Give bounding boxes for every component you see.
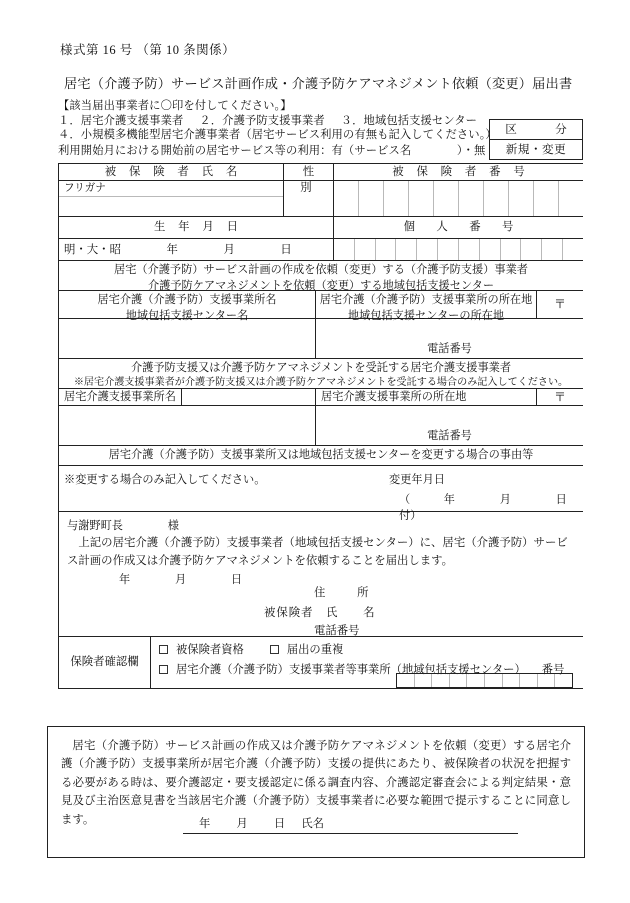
- change-heading: 居宅介護（介護予防）支援事業所又は地域包括支援センターを変更する場合の事由等: [108, 449, 534, 461]
- provider1-address-label-line2: 地域包括支援センターの所在地: [347, 310, 505, 323]
- provider2-heading-line1: 介護予防支援又は介護予防ケアマネジメントを受託する居宅介護支援事業者: [130, 362, 512, 374]
- verification-row: [59, 637, 583, 689]
- number-cell[interactable]: [384, 181, 409, 216]
- insured-number-label: 被 保 険 者 番 号: [392, 166, 530, 178]
- kubun-box: [489, 119, 583, 160]
- provider2-heading-line2: ※居宅介護支援事業者が介護予防支援又は介護予防ケアマネジメントを受託する場合のみ記入してください。: [73, 377, 569, 389]
- gender-label: 性 別: [284, 164, 334, 180]
- form-number: 様式第 16 号 （第 10 条関係）: [60, 43, 236, 57]
- provider2-phone-label: 電話番号: [427, 430, 472, 442]
- number-cell[interactable]: [542, 239, 563, 260]
- number-cell[interactable]: [459, 239, 480, 260]
- kubun-label: 区 分: [490, 120, 582, 140]
- kubun-value[interactable]: 新規・変更: [505, 143, 567, 156]
- verification-number-field[interactable]: [396, 673, 573, 688]
- number-cell[interactable]: [538, 674, 556, 687]
- number-cell[interactable]: [555, 674, 572, 687]
- change-date-input[interactable]: （ 年 月 日付）: [399, 494, 567, 522]
- instruction-note: 【該当届出事業者に〇印を付してください。】: [58, 100, 292, 112]
- birthdate-input[interactable]: 明・大・昭 年 月 日: [59, 239, 334, 260]
- mynumber-label: 個 人 番 号: [403, 221, 519, 233]
- provider-option-1[interactable]: １．居宅介護支援事業者: [58, 115, 184, 127]
- birthdate-header-row: [59, 217, 583, 239]
- number-cell[interactable]: [376, 239, 397, 260]
- provider1-heading-row: [59, 261, 583, 291]
- provider1-name-label-line2: 地域包括支援センター名: [125, 310, 249, 323]
- number-cell[interactable]: [397, 674, 415, 687]
- verification-check3-label: 居宅介護（介護予防）支援事業者等事業所（地域包括支援センター）: [176, 664, 526, 676]
- number-cell[interactable]: [396, 239, 417, 260]
- provider1-heading-line1: 居宅（介護予防）サービス計画の作成を依頼（変更）する（介護予防支援）事業者: [114, 264, 528, 276]
- checkbox-duplicate-filing[interactable]: [270, 645, 279, 654]
- number-cell[interactable]: [509, 181, 534, 216]
- main-form-table: [58, 163, 583, 689]
- provider2-address-input[interactable]: [316, 406, 583, 445]
- provider2-heading-row: [59, 359, 583, 389]
- number-cell[interactable]: [521, 239, 542, 260]
- number-cell[interactable]: [534, 181, 559, 216]
- provider1-address-label-line1: 居宅介護（介護予防）支援事業所の所在地: [319, 294, 533, 306]
- declaration-address-label: 住 所: [314, 587, 372, 599]
- gender-field[interactable]: [284, 181, 334, 216]
- provider2-entry-row: [59, 406, 583, 446]
- provider1-entry-row: [59, 319, 583, 359]
- consent-signature-line[interactable]: [183, 815, 518, 834]
- provider-option-2[interactable]: ２．介護予防支援事業者: [199, 115, 325, 127]
- number-cell[interactable]: [501, 239, 522, 260]
- provider1-postal-symbol: 〒: [553, 297, 566, 311]
- number-cell[interactable]: [485, 674, 503, 687]
- declaration-addressee: 与謝野町長 様: [67, 520, 179, 532]
- declaration-insured-name-label: 被保険者 氏 名: [264, 607, 376, 619]
- insured-name-label: 被 保 険 者 氏 名: [59, 164, 284, 180]
- number-cell[interactable]: [415, 674, 433, 687]
- number-cell[interactable]: [503, 674, 521, 687]
- provider1-name-input[interactable]: [59, 319, 316, 358]
- consent-name-label: 氏名: [301, 818, 325, 830]
- insured-name-input[interactable]: [59, 197, 283, 216]
- number-cell[interactable]: [417, 239, 438, 260]
- number-cell[interactable]: [563, 239, 583, 260]
- mynumber-field[interactable]: [334, 239, 583, 260]
- consent-box: [47, 726, 585, 858]
- insured-number-field[interactable]: [334, 181, 583, 216]
- consent-body: 居宅（介護予防）サービス計画の作成又は介護予防ケアマネジメントを依頼（変更）する居宅介護（介護予防）支援事業所が居宅介護（介護予防）支援の提供にあたり、被保険者の状況を把握する必要がある時は、要介護認定・要支援認定に係る調査内容、介護認定審査会による判定結果・意見及び主治医意見書を当該居宅介護（介護予防）支援事業者に必要な範囲で提示することに同意します。: [61, 740, 571, 826]
- insured-name-field[interactable]: [59, 181, 284, 216]
- number-cell[interactable]: [432, 674, 450, 687]
- declaration-body: 上記の居宅介護（介護予防）支援事業者（地域包括支援センター）に、居宅（介護予防）サービス計画の作成又は介護予防ケアマネジメントを依頼することを届出します。: [67, 537, 568, 567]
- verification-number-label: 番号: [541, 664, 565, 676]
- verification-section-label: 保険者確認欄: [59, 637, 151, 688]
- provider1-heading-line2: 介護予防ケアマネジメントを依頼（変更）する地域包括支援センター: [147, 280, 495, 293]
- provider-option-4[interactable]: ４．小規模多機能型居宅介護事業者（居宅サービス利用の有無も記入してください。）: [58, 129, 497, 141]
- verification-check2-label: 届出の重複: [286, 644, 344, 656]
- consent-month-label: 月: [236, 818, 248, 830]
- provider2-postal-symbol: 〒: [553, 390, 566, 404]
- change-reason-input[interactable]: [59, 466, 583, 522]
- mynumber-grid[interactable]: [334, 239, 583, 260]
- number-cell[interactable]: [409, 181, 434, 216]
- number-cell[interactable]: [359, 181, 384, 216]
- verification-check1-label: 被保険者資格: [176, 644, 244, 656]
- page-title: 居宅（介護予防）サービス計画作成・介護予防ケアマネジメント依頼（変更）届出書: [64, 76, 573, 91]
- change-date-label: 変更年月日: [389, 474, 445, 486]
- consent-day-label: 日: [273, 818, 286, 830]
- number-cell[interactable]: [450, 674, 468, 687]
- provider2-name-label: 居宅介護支援事業所名: [59, 389, 182, 405]
- checkbox-provider-office-number[interactable]: [159, 665, 168, 674]
- change-entry-row: [59, 466, 583, 522]
- provider-option-3[interactable]: ３．地域包括支援センター: [340, 115, 478, 127]
- declaration-phone-label: 電話番号: [314, 625, 360, 637]
- number-cell[interactable]: [480, 239, 501, 260]
- furigana-label: フリガナ: [59, 181, 283, 197]
- number-cell[interactable]: [434, 181, 459, 216]
- provider2-address-label: 居宅介護支援事業所の所在地: [321, 391, 467, 403]
- number-cell[interactable]: [355, 239, 376, 260]
- declaration-row: [59, 512, 583, 637]
- provider2-name-input[interactable]: [59, 406, 316, 445]
- provider1-name-label-line1: 居宅介護（介護予防）支援事業所名: [97, 294, 277, 306]
- change-note: ※変更する場合のみ記入してください。: [64, 474, 266, 486]
- number-cell[interactable]: [520, 674, 538, 687]
- number-cell[interactable]: [559, 181, 583, 216]
- insured-entry-row: [59, 181, 583, 217]
- checkbox-insured-qualification[interactable]: [159, 645, 168, 654]
- declaration-date-input[interactable]: 年 月 日: [119, 574, 243, 587]
- provider1-phone-label: 電話番号: [427, 343, 472, 355]
- birthdate-label: 生 年 月 日: [59, 217, 334, 238]
- insured-number-grid[interactable]: [334, 181, 583, 216]
- number-cell[interactable]: [484, 181, 509, 216]
- consent-year-label: 年: [199, 818, 211, 830]
- number-cell[interactable]: [459, 181, 484, 216]
- provider1-address-input[interactable]: [316, 319, 583, 358]
- number-cell[interactable]: [438, 239, 459, 260]
- birthdate-entry-row: [59, 239, 583, 261]
- provider2-label-row: [59, 389, 583, 406]
- number-cell[interactable]: [334, 239, 355, 260]
- number-cell[interactable]: [334, 181, 359, 216]
- number-cell[interactable]: [467, 674, 485, 687]
- verification-number-grid[interactable]: [397, 674, 572, 687]
- prior-service-usage-line: 利用開始月における開始前の居宅サービス等の利用：有（サービス名 ）・無: [58, 145, 486, 157]
- change-heading-row: [59, 446, 583, 466]
- provider1-label-row: [59, 291, 583, 323]
